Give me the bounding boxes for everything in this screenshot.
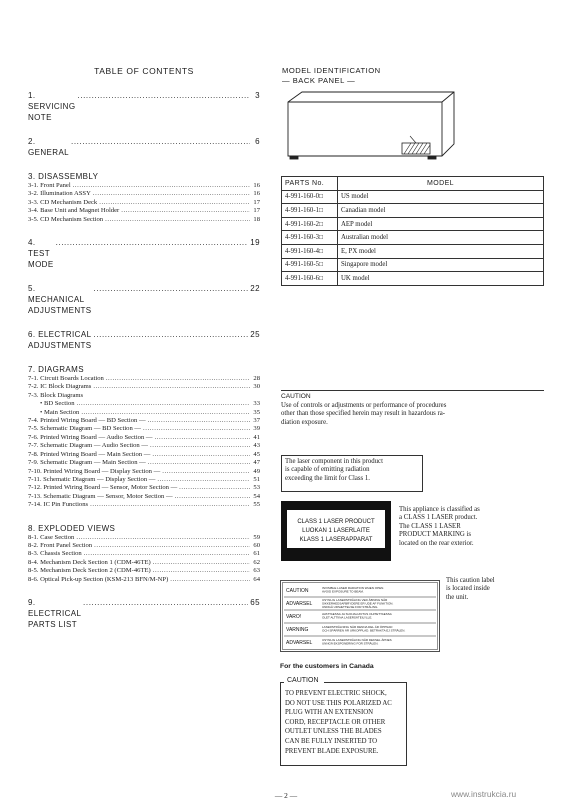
canada-caution-body	[285, 689, 392, 756]
toc-entry[interactable]	[28, 468, 260, 476]
class-1-laser-label	[280, 500, 392, 562]
toc-page-number: 39	[253, 425, 260, 433]
toc-leader-dots	[90, 501, 250, 509]
toc-leader-dots	[94, 283, 249, 294]
toc-section-heading[interactable]	[28, 597, 260, 630]
table-row	[282, 231, 544, 245]
toc-entry[interactable]	[28, 501, 260, 509]
model-name-cell: Australian model	[338, 231, 544, 245]
warning-language-key: ADVARSEL	[286, 640, 313, 646]
class-1-description	[399, 506, 534, 548]
toc-page-number: 61	[253, 550, 260, 558]
toc-section	[28, 237, 260, 270]
toc-entry[interactable]	[28, 190, 260, 198]
toc-section-title: 5. MECHANICAL ADJUSTMENTS	[28, 284, 92, 316]
toc-entry-title: 7-6. Printed Wiring Board — Audio Section —	[28, 433, 153, 441]
warning-language-key: ADVARSEL	[286, 601, 313, 607]
toc-entry-title: 8-3. Chassis Section	[28, 550, 82, 558]
toc-section-heading[interactable]	[28, 283, 260, 316]
toc-entry-title: 7-9. Schematic Diagram — Main Section —	[28, 459, 146, 467]
toc-leader-dots	[83, 597, 248, 608]
toc-section-title: 6. ELECTRICAL ADJUSTMENTS	[28, 330, 92, 351]
warning-text-line: LASERSTRÅLNING NÄR DENNA DEL ÄR ÖPPNAD	[322, 625, 393, 629]
toc-section-heading[interactable]	[28, 523, 260, 534]
table-row	[282, 272, 544, 286]
toc-entry-title: 7-12. Printed Wiring Board — Sensor, Motor Section —	[28, 484, 178, 492]
warning-text-line: INVISIBLE LASER RADIATION WHEN OPEN.	[322, 586, 385, 590]
toc-page-number: 62	[253, 558, 260, 566]
toc-entry-title: 7-8. Printed Wiring Board — Main Section —	[28, 450, 151, 458]
toc-page-number: 16	[253, 182, 260, 189]
toc-section	[28, 329, 260, 351]
warning-language-key: VARNING	[286, 627, 309, 633]
toc-page-number: 59	[253, 533, 260, 541]
toc-section-title: 8. EXPLODED VIEWS	[28, 523, 116, 533]
toc-page-number: 25	[250, 330, 260, 340]
model-parts-table	[281, 176, 544, 286]
warning-text-line: OLET ALTTIINA LASERSÄTEILYLLE.	[322, 615, 373, 620]
part-number-cell: 4-991-160-2□	[282, 217, 338, 231]
warning-text-line: SIKKERHEDSAFBRYDERE ER UDE AF FUNKTION.	[322, 601, 394, 606]
toc-leader-dots	[153, 559, 250, 567]
toc-entry[interactable]	[28, 442, 260, 450]
toc-entry[interactable]	[28, 559, 260, 567]
model-identification-heading	[282, 66, 381, 85]
toc-entry-title: 7-4. Printed Wiring Board — BD Section —	[28, 417, 146, 425]
toc-page-number: 49	[253, 467, 260, 475]
toc-section-title: 1. SERVICING NOTE	[28, 91, 76, 122]
toc-entry[interactable]	[28, 534, 260, 542]
class-text-line: The CLASS 1 LASER	[399, 522, 461, 530]
caution-line: diation exposure.	[281, 418, 328, 426]
laser-radiation-note	[281, 455, 423, 492]
toc-leader-dots	[121, 207, 250, 215]
canada-section-title: For the customers in Canada	[280, 663, 374, 670]
toc-page-number: 41	[253, 433, 260, 441]
part-number-cell: 4-991-160-3□	[282, 231, 338, 245]
toc-entry[interactable]	[28, 576, 260, 584]
toc-leader-dots	[73, 182, 250, 190]
toc-entry[interactable]	[28, 451, 260, 459]
toc-section	[28, 171, 260, 224]
toc-page-number: 45	[253, 450, 260, 458]
table-row	[282, 190, 544, 204]
part-number-cell: 4-991-160-1□	[282, 204, 338, 218]
toc-section	[28, 90, 260, 123]
toc-section	[28, 597, 260, 630]
toc-entry-title: 3-1. Front Panel	[28, 182, 71, 189]
warning-text-line: AVOID EXPOSURE TO BEAM.	[322, 589, 364, 594]
toc-leader-dots	[148, 459, 250, 467]
toc-section-title: 9. ELECTRICAL PARTS LIST	[28, 597, 82, 629]
toc-leader-dots	[153, 567, 250, 575]
toc-entry[interactable]	[28, 375, 260, 383]
toc-section	[28, 283, 260, 316]
toc-entry-title: • Main Section	[40, 408, 80, 416]
toc-entry-title: 7-1. Circuit Boards Location	[28, 375, 104, 383]
toc-leader-dots	[106, 375, 250, 383]
toc-entry[interactable]	[28, 484, 260, 492]
toc-entry-title: 8-4. Mechanism Deck Section 1 (CDM-46TE)	[28, 558, 151, 566]
toc-page-number: 43	[253, 442, 260, 450]
toc-leader-dots	[56, 237, 249, 248]
toc-page-number: 63	[253, 567, 260, 575]
toc-entry[interactable]	[28, 476, 260, 484]
warning-text-line: UNNGÅ EKSPONERING FOR STRÅLEN.	[322, 641, 379, 646]
toc-title: TABLE OF CONTENTS	[94, 66, 194, 76]
toc-page-number: 17	[253, 207, 260, 215]
toc-entry-title: 8-1. Case Section	[28, 533, 75, 541]
canada-caution-line: CORD, RECEPTACLE OR OTHER	[285, 718, 386, 726]
parts-no-header: PARTS No.	[282, 177, 338, 191]
back-panel-subtitle: — BACK PANEL —	[282, 75, 356, 85]
laser-note-line: exceeding the limit for Class 1.	[285, 474, 370, 482]
canada-caution-line: OUTLET UNLESS THE BLADES	[285, 728, 382, 736]
toc-section-heading[interactable]	[28, 90, 260, 123]
toc-entry[interactable]	[28, 542, 260, 550]
model-header: MODEL	[338, 177, 544, 191]
table-row	[282, 204, 544, 218]
toc-entry-title: 3-5. CD Mechanism Section	[28, 215, 104, 223]
toc-page-number: 35	[253, 408, 260, 416]
page-number: — 2 —	[274, 791, 298, 800]
caution-heading: CAUTION	[281, 393, 311, 400]
part-number-cell: 4-991-160-0□	[282, 190, 338, 204]
toc-entry-title: 7-2. IC Block Diagrams	[28, 383, 92, 391]
toc-entry[interactable]	[28, 216, 260, 224]
back-panel-illustration	[278, 88, 458, 170]
toc-section-heading[interactable]	[28, 364, 260, 375]
table-header-row	[282, 177, 544, 191]
toc-leader-dots	[152, 451, 250, 459]
toc-page-number: 37	[253, 417, 260, 425]
toc-entry-title: 8-6. Optical Pick-up Section (KSM-213 BFN/M-NP)	[28, 575, 169, 583]
laser-label-line: KLASS 1 LASERAPPARAT	[299, 537, 373, 543]
toc-entry[interactable]	[28, 199, 260, 207]
warning-text-line: UNDGÅ UDSÆTTELSE FOR STRÅLING.	[322, 605, 379, 609]
toc-leader-dots	[148, 417, 250, 425]
toc-section-heading[interactable]	[28, 171, 260, 182]
toc-entry[interactable]	[28, 567, 260, 575]
toc-page-number: 65	[250, 597, 260, 607]
toc-page-number: 28	[253, 375, 260, 383]
toc-entry[interactable]	[28, 392, 260, 400]
warning-language-key: CAUTION	[286, 588, 309, 594]
toc-page-number: 18	[253, 215, 260, 223]
toc-page-number: 19	[250, 238, 260, 248]
warning-text-line: USYNLIG LASERSTRÅLING NÅR DEKSEL ÅPNES	[322, 638, 392, 642]
toc-leader-dots	[179, 484, 250, 492]
caution-notice	[281, 390, 544, 427]
laser-label-line: CLASS 1 LASER PRODUCT	[297, 519, 375, 525]
part-number-cell: 4-991-160-6□	[282, 272, 338, 286]
caution-line: other than those specified herein may result in hazardous ra-	[281, 410, 446, 418]
toc-page-number: 17	[253, 198, 260, 206]
warning-text-line: AVATTAESSA JA SUOJALUKITUS OHITETTAESSA	[322, 612, 392, 616]
toc-entry-title: 8-2. Front Panel Section	[28, 541, 93, 549]
part-number-cell: 4-991-160-4□	[282, 244, 338, 258]
toc-entry-title: 3-4. Base Unit and Magnet Holder	[28, 207, 120, 215]
toc-entry-title: 7-13. Schematic Diagram — Sensor, Motor Section —	[28, 492, 173, 500]
canada-caution-line: TO PREVENT ELECTRIC SHOCK,	[285, 690, 387, 697]
toc-leader-dots	[175, 493, 250, 501]
model-name-cell: AEP model	[338, 217, 544, 231]
toc-leader-dots	[76, 534, 250, 542]
toc-page-number: 64	[253, 575, 260, 583]
toc-entry[interactable]	[28, 417, 260, 425]
caution-label-location	[446, 577, 536, 602]
toc-leader-dots	[94, 542, 250, 550]
class-text-line: This appliance is classified as	[399, 506, 480, 513]
toc-leader-dots	[162, 468, 250, 476]
toc-leader-dots	[84, 550, 250, 558]
toc-page-number: 16	[253, 190, 260, 198]
toc-leader-dots	[170, 576, 250, 584]
toc-leader-dots	[94, 329, 249, 340]
toc-entry[interactable]	[28, 409, 260, 417]
model-name-cell: UK model	[338, 272, 544, 286]
toc-entry-title: 7-14. IC Pin Functions	[28, 501, 89, 509]
laser-warning-label	[280, 580, 440, 652]
toc-entry-title: 7-5. Schematic Diagram — BD Section —	[28, 425, 141, 433]
toc-entry[interactable]	[28, 400, 260, 408]
toc-page-number: 6	[255, 137, 260, 146]
toc-section-title: 7. DIAGRAMS	[28, 365, 84, 375]
toc-entry-title: 3-2. Illumination ASSY	[28, 190, 91, 198]
table-of-contents	[28, 66, 260, 643]
toc-leader-dots	[99, 199, 250, 207]
caution-label-line: the unit.	[446, 593, 469, 601]
toc-section	[28, 136, 260, 158]
toc-page-number: 54	[253, 492, 260, 500]
class-text-line: PRODUCT MARKING is	[399, 531, 472, 539]
class-text-line: located on the rear exterior.	[399, 539, 474, 547]
toc-entry-title: 7-7. Schematic Diagram — Audio Section —	[28, 442, 148, 450]
canada-caution-line: PLUG WITH AN EXTENSION	[285, 709, 374, 717]
toc-page-number: 30	[253, 383, 260, 391]
table-row	[282, 244, 544, 258]
model-name-cell: Canadian model	[338, 204, 544, 218]
toc-section-title: 2. GENERAL	[28, 137, 70, 157]
toc-section-title: 3. DISASSEMBLY	[28, 172, 99, 181]
canada-caution-line: DO NOT USE THIS POLARIZED AC	[285, 699, 392, 707]
model-name-cell: US model	[338, 190, 544, 204]
toc-entry[interactable]	[28, 459, 260, 467]
toc-entry-title: 3-3. CD Mechanism Deck	[28, 198, 98, 206]
table-row	[282, 217, 544, 231]
toc-entry-title: 7-10. Printed Wiring Board — Display Section —	[28, 467, 161, 475]
table-row	[282, 258, 544, 272]
toc-section-heading[interactable]	[28, 136, 260, 158]
toc-leader-dots	[143, 425, 250, 433]
toc-entry[interactable]	[28, 182, 260, 190]
laser-label-line: LUOKAN 1 LASERLAITE	[302, 528, 370, 534]
toc-page-number: 3	[255, 91, 260, 100]
caution-label-line: This caution label	[446, 577, 495, 584]
laser-note-line: The laser component in this product	[285, 458, 383, 465]
toc-entry[interactable]	[28, 493, 260, 501]
toc-entry-title: 8-5. Mechanism Deck Section 2 (CDM-46TE)	[28, 567, 151, 575]
toc-section	[28, 364, 260, 510]
caution-line: Use of controls or adjustments or performance of procedures	[281, 401, 447, 409]
toc-section	[28, 523, 260, 584]
toc-page-number: 60	[253, 541, 260, 549]
part-number-cell: 4-991-160-5□	[282, 258, 338, 272]
toc-leader-dots	[77, 90, 250, 101]
toc-entry[interactable]	[28, 383, 260, 391]
toc-entry-title: 7-11. Schematic Diagram — Display Section —	[28, 475, 156, 483]
toc-leader-dots	[93, 383, 250, 391]
laser-note-line: is capable of emitting radiation	[285, 466, 370, 474]
toc-leader-dots	[81, 409, 250, 417]
toc-page-number: 53	[253, 484, 260, 492]
toc-entry[interactable]	[28, 207, 260, 215]
toc-leader-dots	[71, 136, 250, 147]
toc-leader-dots	[77, 400, 250, 408]
toc-page-number: 33	[253, 400, 260, 408]
toc-leader-dots	[105, 216, 250, 224]
class-text-line: a CLASS 1 LASER product.	[399, 514, 478, 522]
toc-page-number: 51	[253, 475, 260, 483]
toc-section-heading[interactable]	[28, 237, 260, 270]
model-table-body	[282, 190, 544, 285]
watermark-link[interactable]: www.instrukcia.ru	[451, 789, 517, 799]
toc-section-heading[interactable]	[28, 329, 260, 351]
model-identification-title: MODEL IDENTIFICATION	[282, 66, 381, 75]
toc-page-number: 22	[250, 284, 260, 294]
canada-caution-line: PREVENT BLADE EXPOSURE.	[285, 747, 379, 755]
toc-leader-dots	[157, 476, 250, 484]
toc-page-number: 55	[253, 501, 260, 509]
toc-page-number: 47	[253, 459, 260, 467]
toc-entry[interactable]	[28, 434, 260, 442]
caution-label-line: is located inside	[446, 585, 490, 593]
toc-section-title: 4. TEST MODE	[28, 238, 54, 270]
warning-text-line: USYNLIG LASERSTRÅLING VED ÅBNING NÅR	[322, 597, 388, 602]
toc-entry-title: 7-3. Block Diagrams	[28, 391, 84, 399]
toc-entry[interactable]	[28, 425, 260, 433]
warning-language-key: VARO!	[286, 614, 302, 620]
canada-caution-heading: CAUTION	[287, 677, 319, 684]
toc-sections	[28, 90, 260, 630]
toc-leader-dots	[155, 434, 250, 442]
toc-leader-dots	[93, 190, 250, 198]
toc-leader-dots	[150, 442, 250, 450]
model-name-cell: E, PX model	[338, 244, 544, 258]
toc-entry[interactable]	[28, 550, 260, 558]
toc-entry-title: • BD Section	[40, 400, 75, 408]
canada-caution-line: CAN BE FULLY INSERTED TO	[285, 737, 378, 745]
model-name-cell: Singapore model	[338, 258, 544, 272]
warning-text-line: OCH SPÄRREN ÄR URKOPPLAD. BETRAKTA EJ STRÅLEN.	[322, 628, 406, 633]
canada-caution-box	[280, 677, 407, 766]
